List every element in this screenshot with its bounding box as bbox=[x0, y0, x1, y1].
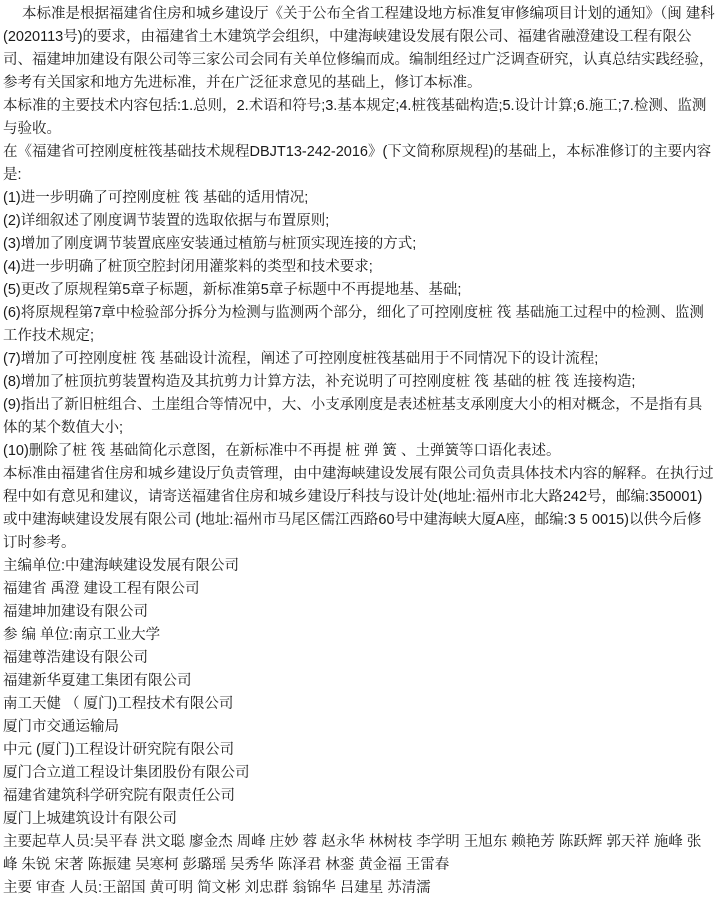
unit-nangong-tianjian-line: 南工天健 （ 厦门)工程技术有限公司 bbox=[3, 696, 234, 712]
editor-unit-kunjia-line: 福建坤加建设有限公司 bbox=[3, 604, 148, 620]
revision-item-1: (1)进一步明确了可控刚度桩 筏 基础的适用情况; bbox=[3, 190, 309, 206]
participating-units-line: 参 编 单位:南京工业大学 bbox=[3, 627, 161, 643]
unit-fujian-academy-line: 福建省建筑科学研究院有限责任公司 bbox=[3, 788, 235, 804]
management-paragraph: 本标准由福建省住房和城乡建设厅负责管理，由中建海峡建设发展有限公司负责具体技术内容的解释。在执行过程中如有意见和建议，请寄送福建省住房和城乡建设厅科技与设计处(地址:福州市北大路242号，邮编:350001)或中建海峡建设发展有限公司 (地址:福州市马尾区儒江西路60号中建海峡大厦A座，邮编:3 5 0015)以供今后修订时参考。 bbox=[3, 466, 714, 551]
revision-item-8: (8)增加了桩顶抗剪装置构造及其抗剪力计算方法，补充说明了可控刚度桩 筏 基础的桩 筏 连接构造; bbox=[3, 374, 636, 390]
revision-basis-paragraph: 在《福建省可控刚度桩筏基础技术规程DBJT13-242-2016》(下文简称原规程)的基础上，本标准修订的主要内容是: bbox=[3, 144, 712, 183]
revision-item-3: (3)增加了刚度调节装置底座安装通过植筋与桩顶实现连接的方式; bbox=[3, 236, 417, 252]
reviewers-line: 主要 审查 人员:王韶国 黄可明 简文彬 刘忠群 翁锦华 吕建星 苏清濡 bbox=[3, 880, 431, 896]
contents-summary-paragraph: 本标准的主要技术内容包括:1.总则，2.术语和符号;3.基本规定;4.桩筏基础构造;5.设计计算;6.施工;7.检测、监测与验收。 bbox=[3, 98, 707, 137]
editor-unit-yucheng-line: 福建省 禹澄 建设工程有限公司 bbox=[3, 581, 200, 597]
revision-item-2: (2)详细叙述了刚度调节装置的选取依据与布置原则; bbox=[3, 213, 330, 229]
unit-xinhuaxia-line: 福建新华夏建工集团有限公司 bbox=[3, 673, 192, 689]
revision-item-6: (6)将原规程第7章中检验部分拆分为检测与监测两个部分，细化了可控刚度桩 筏 基础施工过程中的检测、监测工作技术规定; bbox=[3, 305, 704, 344]
revision-item-10: (10)删除了桩 筏 基础简化示意图，在新标准中不再提 桩 弹 簧 、土弹簧等口语化表述。 bbox=[3, 443, 561, 459]
revision-item-4: (4)进一步明确了桩顶空腔封闭用灌浆料的类型和技术要求; bbox=[3, 259, 373, 275]
unit-xiamen-transport-bureau-line: 厦门市交通运输局 bbox=[3, 719, 119, 735]
chief-editor-unit-line: 主编单位:中建海峡建设发展有限公司 bbox=[3, 558, 240, 574]
preface-paragraph: 本标准是根据福建省住房和城乡建设厅《关于公布全省工程建设地方标准复审修编项目计划的通知》（闽 建科(2020113号)的要求，由福建省土木建筑学会组织，中建海峡建设发展有限公司、福建省融澄建设工程有限公司、福建坤加建设有限公司等三家公司会同有关单位修编而成。编制组经过广泛调查研究，认真总结实践经验，参考有关国家和地方先进标准，并在广泛征求意见的基础上，修订本标准。 bbox=[3, 6, 715, 91]
unit-zunhao-line: 福建尊浩建设有限公司 bbox=[3, 650, 148, 666]
revision-item-7: (7)增加了可控刚度桩 筏 基础设计流程，阐述了可控刚度桩筏基础用于不同情况下的设计流程; bbox=[3, 351, 599, 367]
drafters-line: 主要起草人员:吴平春 洪文聪 廖金杰 周峰 庄妙 蓉 赵永华 林树枝 李学明 王旭东 赖艳芳 陈跃辉 郭天祥 施峰 张峰 朱锐 宋著 陈振建 吴寒柯 彭璐瑶 吴秀华 陈泽君 林銮 黄金福 王雷春 bbox=[3, 834, 702, 873]
unit-shangcheng-line: 厦门上城建筑设计有限公司 bbox=[3, 811, 177, 827]
unit-helidao-line: 厦门合立道工程设计集团股份有限公司 bbox=[3, 765, 250, 781]
revision-item-5: (5)更改了原规程第5章子标题，新标准第5章子标题中不再提地基、基础; bbox=[3, 282, 462, 298]
unit-zhongyuan-line: 中元 (厦门)工程设计研究院有限公司 bbox=[3, 742, 235, 758]
revision-item-9: (9)指出了新旧桩组合、土崖组合等情况中，大、小支承刚度是表述桩基支承刚度大小的相对概念，不是指有具体的某个数值大小; bbox=[3, 397, 703, 436]
